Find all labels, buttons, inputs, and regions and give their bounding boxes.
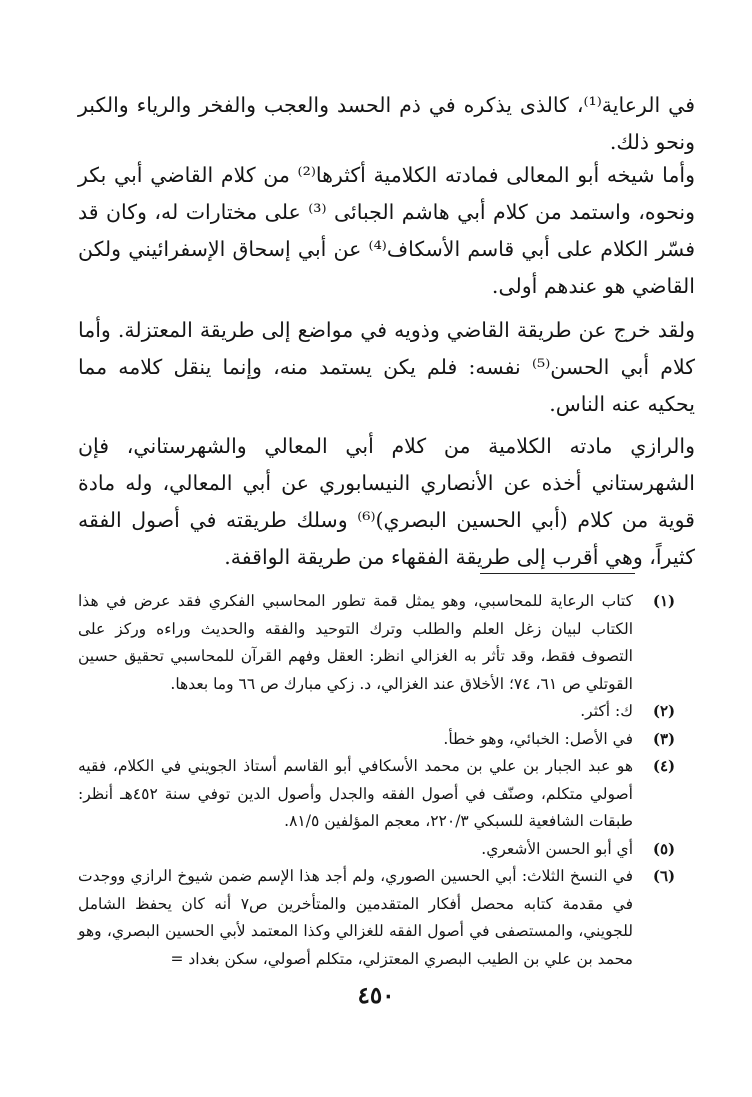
footnote-number: (٣)	[652, 729, 676, 748]
paragraph-text: في الرعاية⁽¹⁾، كالذى يذكره في ذم الحسد والعجب والفخر والرياء والكبر ونحو ذلك.	[78, 93, 695, 154]
page-number: ٤٥٠	[357, 982, 395, 1009]
footnote-number: (٤)	[652, 757, 676, 775]
footnote-number: (١)	[652, 592, 676, 610]
footnote-4	[78, 753, 695, 836]
footnote-3	[78, 726, 695, 754]
body-paragraph-2	[78, 157, 695, 305]
footnote-number: (٥)	[652, 839, 676, 858]
footnotes-section	[78, 588, 695, 973]
footnote-number: (٢)	[652, 702, 676, 720]
footnote-1	[78, 588, 695, 698]
body-paragraph-3	[78, 312, 695, 423]
body-paragraph-4	[78, 428, 695, 576]
footnote-5	[78, 836, 695, 864]
body-paragraph-1	[78, 87, 695, 161]
footnote-text: أي أبو الحسن الأشعري.	[481, 839, 633, 858]
footnote-text: في الأصل: الخبائي، وهو خطأ.	[443, 729, 633, 748]
paragraph-text: ولقد خرج عن طريقة القاضي وذويه في مواضع إلى طريقة المعتزلة. وأما كلام أبي الحسن⁽⁵⁾ نفسه: فلم يكن يستمد منه، وإنما ينقل كلامه مما يحكيه عنه الناس.	[78, 318, 695, 416]
footnote-text: ك: أكثر.	[580, 702, 633, 720]
footnote-2	[78, 698, 695, 726]
paragraph-text: والرازي مادته الكلامية من كلام أبي المعالي والشهرستاني، فإن الشهرستاني أخذه عن الأنصاري النيسابوري عن أبي المعالي، وله مادة قوية من كلام (أبي الحسين البصري)⁽⁶⁾ وسلك طريقته في أصول الفقه كثيراً، وهي أقرب إلى طريقة الفقهاء من طريقة الواقفة.	[78, 434, 695, 569]
footnote-6	[78, 863, 695, 973]
footnote-text: كتاب الرعاية للمحاسبي، وهو يمثل قمة تطور المحاسبي الفكري فقد عرض في هذا الكتاب لبيان زغل العلم والطلب وترك التوحيد والفقه والحديث وراءه وركز على التصوف فقط، وقد تأثر به الغزالي انظر: العقل وفهم القرآن للمحاسبي تحقيق حسين القوتلي ص ٦١، ٧٤؛ الأخلاق عند الغزالي، د. زكي مبارك ص ٦٦ وما بعدها.	[78, 592, 633, 693]
footnote-text: في النسخ الثلاث: أبي الحسين الصوري، ولم أجد هذا الإسم ضمن شيوخ الرازي ووجدت في مقدمة كتابه محصل أفكار المتقدمين والمتأخرين ص٧ أنه كان يحفظ الشامل للجويني، والمستصفى في أصول الفقه للغزالي وكذا المعتمد لأبي الحسين البصري، وهو محمد بن علي بن الطيب البصري المعتزلي، متكلم أصولي، سكن بغداد =	[78, 867, 633, 968]
footnote-number: (٦)	[652, 867, 676, 885]
footnote-text: هو عبد الجبار بن علي بن محمد الأسكافي أبو القاسم أستاذ الجويني في الكلام، فقيه أصولي متكلم، وصنّف في أصول الفقه والجدل وأصول الدين توفي سنة ٤٥٢هـ أنظر: طبقات الشافعية للسبكي ٢٢٠/٣، معجم المؤلفين ٨١/٥.	[78, 757, 633, 830]
footnote-divider	[480, 573, 635, 574]
paragraph-text: وأما شيخه أبو المعالى فمادته الكلامية أكثرها⁽²⁾ من كلام القاضي أبي بكر ونحوه، واستمد من كلام أبي هاشم الجبائى ⁽³⁾ على مختارات له، وكان قد فسّر الكلام على أبي قاسم الأسكاف⁽⁴⁾ عن أبي إسحاق الإسفرائيني ولكن القاضي هو عندهم أولى.	[78, 163, 696, 298]
